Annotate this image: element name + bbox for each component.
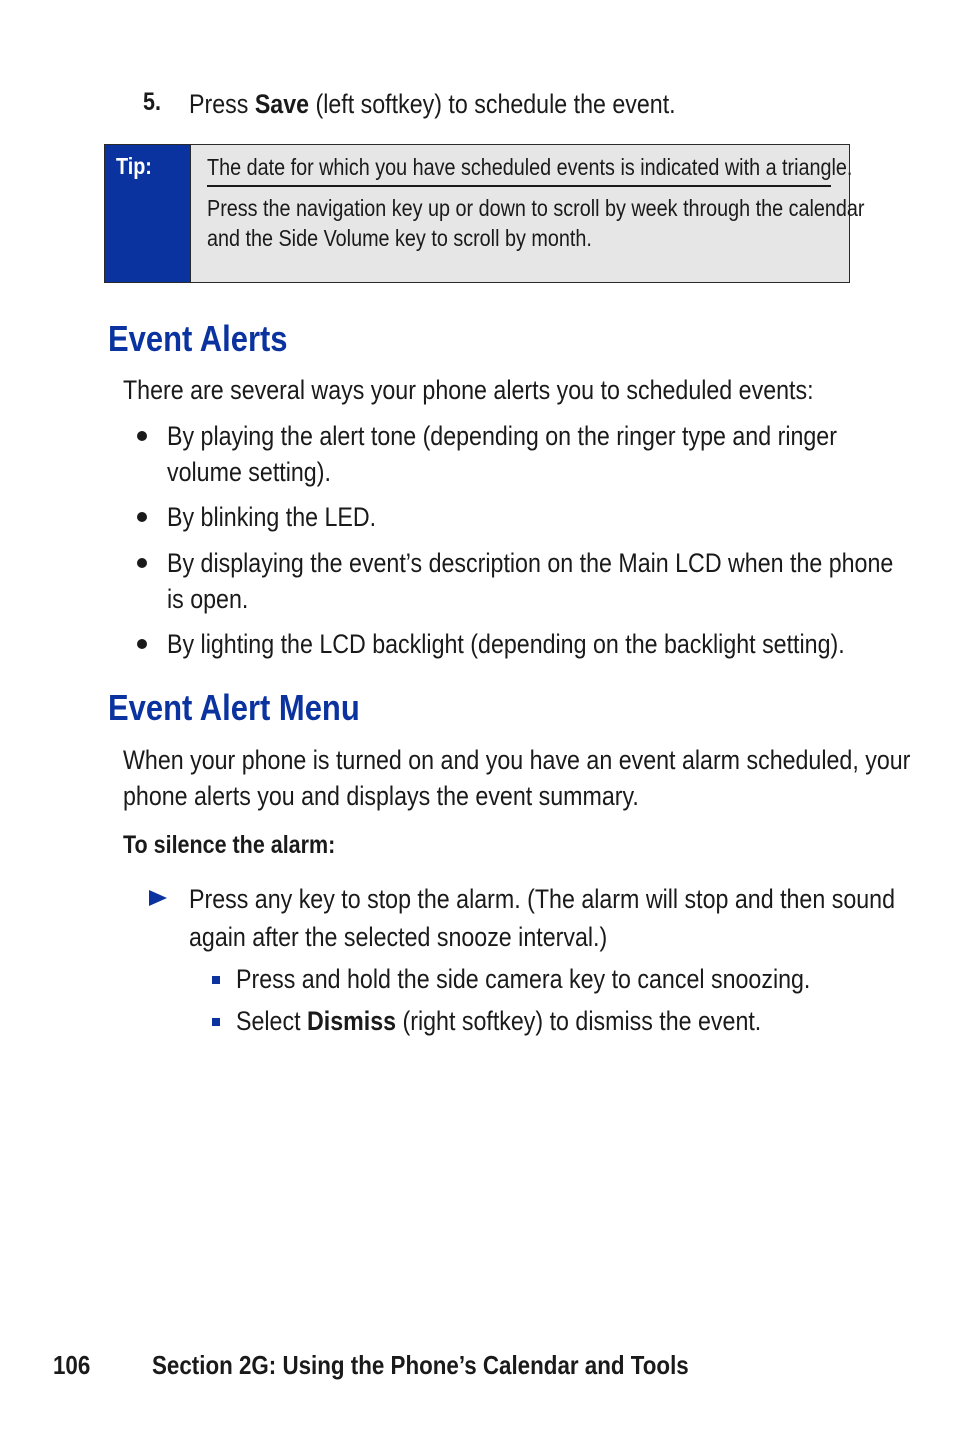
- bullet-icon: [137, 558, 147, 568]
- tip-line-2a: Press the navigation key up or down to scroll by week through the calendar: [207, 195, 865, 221]
- alert-bullet-1: [167, 418, 837, 490]
- silence-step-line1: Press any key to stop the alarm. (The alarm will stop and then sound: [189, 884, 895, 914]
- square-bullet-icon: [212, 976, 220, 984]
- bullet-icon: [137, 512, 147, 522]
- silence-substep-2: [236, 1003, 761, 1039]
- alert-bullet-1-line2: volume setting).: [167, 457, 331, 487]
- step-number: 5.: [143, 88, 161, 116]
- event-alert-menu-paragraph: [123, 742, 910, 814]
- arrow-right-icon: [149, 890, 167, 906]
- substep-2-pre: Select: [236, 1006, 307, 1036]
- bullet-icon: [137, 431, 147, 441]
- alert-bullet-2: By blinking the LED.: [167, 502, 377, 532]
- tip-line-1: The date for which you have scheduled events is indicated with a triangle.: [207, 154, 853, 180]
- step-text-post: (left softkey) to schedule the event.: [309, 89, 676, 119]
- event-alerts-intro: There are several ways your phone alerts you to scheduled events:: [123, 375, 814, 405]
- save-softkey-label: Save: [254, 89, 310, 119]
- tip-line-2: [207, 193, 865, 253]
- silence-step: [189, 880, 895, 956]
- event-alert-menu-para-line2: phone alerts you and displays the event summary.: [123, 781, 639, 811]
- event-alerts-heading: Event Alerts: [108, 318, 288, 359]
- bullet-icon: [137, 639, 147, 649]
- tip-label-cell: [105, 145, 191, 282]
- alert-bullet-3: [167, 545, 893, 617]
- substep-2-post: (right softkey) to dismiss the event.: [396, 1006, 762, 1036]
- dismiss-softkey-label: Dismiss: [306, 1006, 397, 1036]
- alert-bullet-4: By lighting the LCD backlight (depending on the backlight setting).: [167, 629, 845, 659]
- tip-line-2b: and the Side Volume key to scroll by month.: [207, 225, 592, 251]
- silence-alarm-subheading: To silence the alarm:: [123, 831, 336, 859]
- tip-divider: [207, 185, 831, 187]
- alert-bullet-1-line1: By playing the alert tone (depending on the ringer type and ringer: [167, 421, 837, 451]
- silence-step-line2: again after the selected snooze interval.): [189, 922, 608, 952]
- square-bullet-icon: [212, 1018, 220, 1026]
- step-5-text: [189, 86, 676, 122]
- alert-bullet-3-line1: By displaying the event’s description on the Main LCD when the phone: [167, 548, 894, 578]
- silence-substep-1: Press and hold the side camera key to cancel snoozing.: [236, 964, 811, 994]
- event-alert-menu-para-line1: When your phone is turned on and you have an event alarm scheduled, your: [123, 745, 911, 775]
- tip-label: Tip:: [116, 153, 152, 179]
- event-alert-menu-heading: Event Alert Menu: [108, 687, 360, 728]
- section-title: Section 2G: Using the Phone’s Calendar and Tools: [152, 1350, 689, 1380]
- step-text-pre: Press: [189, 89, 255, 119]
- page-number: 106: [53, 1350, 91, 1380]
- alert-bullet-3-line2: is open.: [167, 584, 249, 614]
